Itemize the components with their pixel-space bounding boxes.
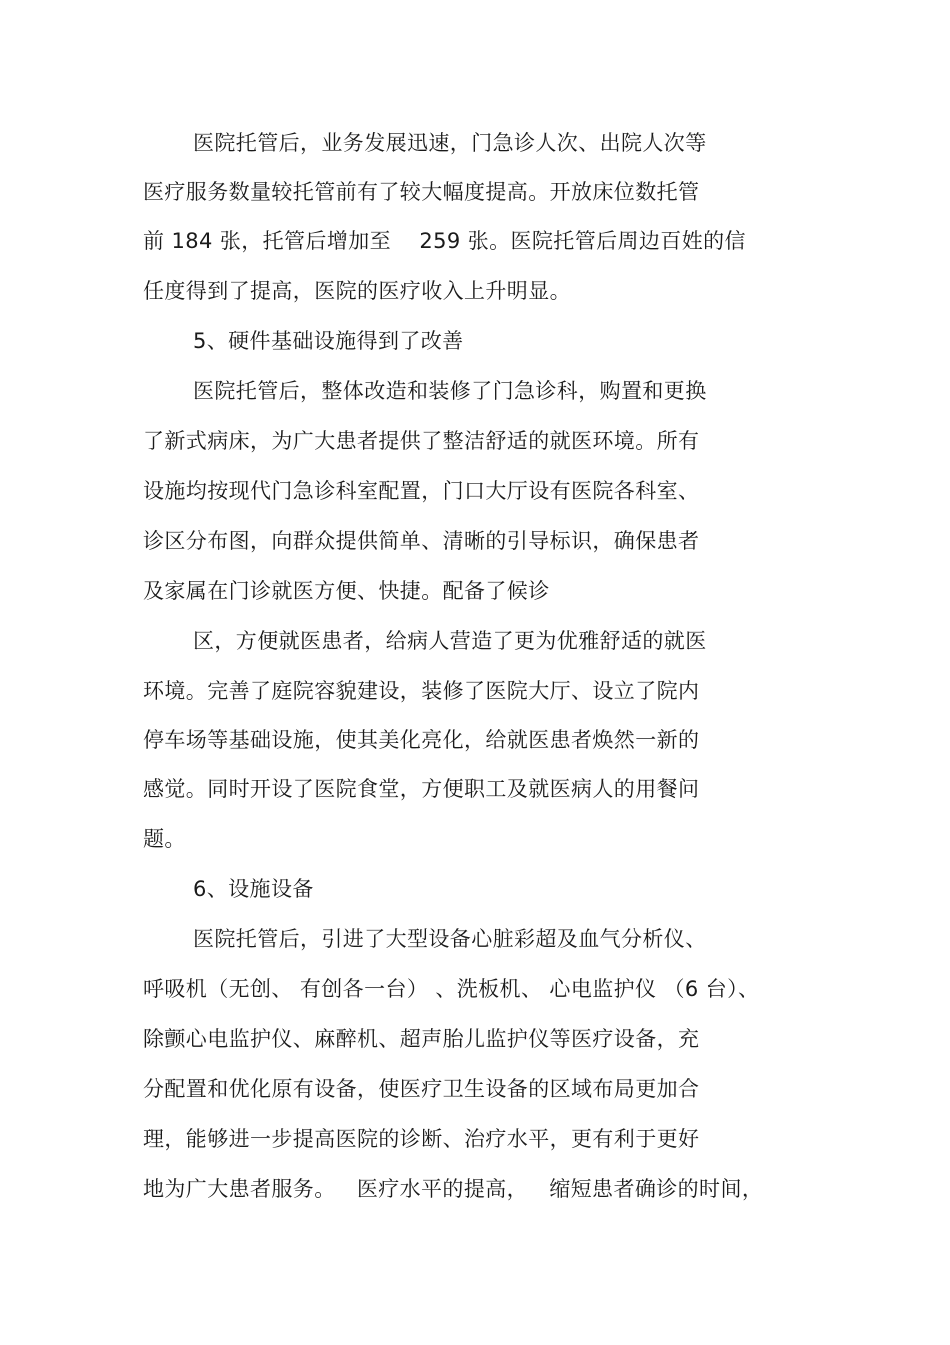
paragraph-line: 了新式病床，为广大患者提供了整洁舒适的就医环境。所有	[143, 429, 700, 453]
paragraph-line: 设施均按现代门急诊科室配置，门口大厅设有医院各科室、	[143, 479, 700, 503]
paragraph-line: 环境。完善了庭院容貌建设，装修了医院大厅、设立了院内	[143, 679, 700, 703]
paragraph-line: 除颤心电监护仪、麻醉机、超声胎儿监护仪等医疗设备，充	[143, 1027, 700, 1051]
paragraph-line: 前 184 张，托管后增加至 259 张。医院托管后周边百姓的信	[143, 229, 746, 253]
paragraph-line: 呼吸机（无创、 有创各一台） 、洗板机、 心电监护仪 （6 台）、	[143, 977, 760, 1001]
paragraph-line: 理，能够进一步提高医院的诊断、治疗水平，更有利于更好	[143, 1127, 700, 1151]
paragraph-line: 地为广大患者服务。 医疗水平的提高， 缩短患者确诊的时间，	[143, 1177, 764, 1201]
paragraph-line: 医疗服务数量较托管前有了较大幅度提高。开放床位数托管	[143, 180, 700, 204]
paragraph-line: 医院托管后，业务发展迅速，门急诊人次、出院人次等	[193, 131, 707, 155]
paragraph-line: 分配置和优化原有设备，使医疗卫生设备的区域布局更加合	[143, 1077, 700, 1101]
paragraph-line: 任度得到了提高，医院的医疗收入上升明显。	[143, 279, 571, 303]
paragraph-line: 诊区分布图，向群众提供简单、清晰的引导标识，确保患者	[143, 529, 700, 553]
paragraph-line: 感觉。同时开设了医院食堂，方便职工及就医病人的用餐问	[143, 777, 700, 801]
paragraph-line: 医院托管后，整体改造和装修了门急诊科，购置和更换	[193, 379, 707, 403]
paragraph-line: 医院托管后，引进了大型设备心脏彩超及血气分析仪、	[193, 927, 707, 951]
section-heading: 5、硬件基础设施得到了改善	[193, 329, 464, 353]
paragraph-line: 区，方便就医患者，给病人营造了更为优雅舒适的就医	[193, 629, 707, 653]
section-heading: 6、设施设备	[193, 877, 314, 901]
paragraph-line: 题。	[143, 827, 186, 851]
paragraph-line: 停车场等基础设施，使其美化亮化，给就医患者焕然一新的	[143, 728, 700, 752]
paragraph-line: 及家属在门诊就医方便、快捷。配备了候诊	[143, 579, 550, 603]
